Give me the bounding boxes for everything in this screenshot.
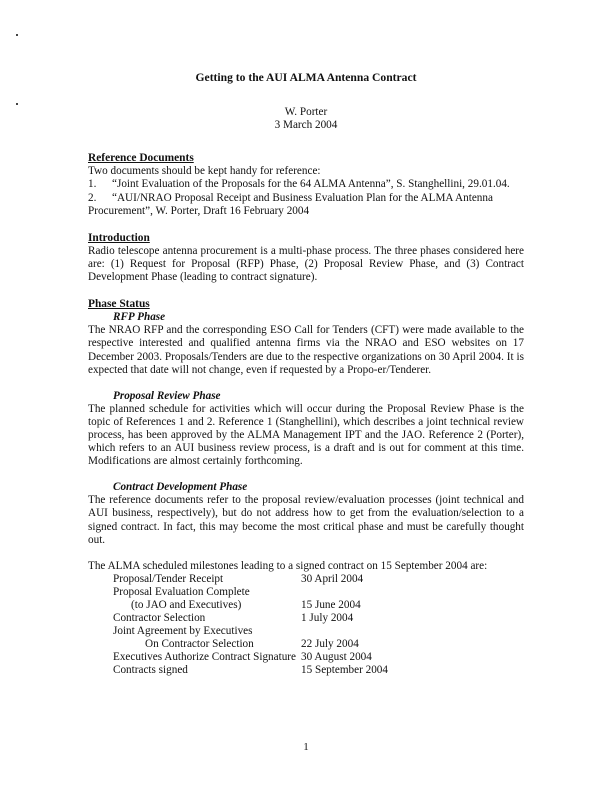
document-page xyxy=(88,66,524,678)
proposal-review-heading: Proposal Review Phase xyxy=(113,389,221,402)
phase-status-section xyxy=(88,298,524,547)
milestone-row xyxy=(88,612,524,625)
milestone-row xyxy=(88,638,524,651)
milestone-row xyxy=(88,573,524,586)
milestone-row xyxy=(88,625,524,638)
milestones-section xyxy=(88,560,524,678)
reference-item xyxy=(88,192,524,218)
milestone-date: 30 August 2004 xyxy=(301,651,372,664)
rfp-phase-heading: RFP Phase xyxy=(113,311,166,324)
milestone-row xyxy=(88,651,524,664)
milestone-label: (to JAO and Executives) xyxy=(131,599,242,611)
milestone-date: 1 July 2004 xyxy=(301,612,354,625)
milestones-intro: The ALMA scheduled milestones leading to a signed contract on 15 September 2004 are: xyxy=(88,559,488,572)
milestone-date: 15 September 2004 xyxy=(301,664,388,677)
introduction-text: Radio telescope antenna procurement is a multi-phase process. The three phases considered here are: (1) Request for Proposal (RFP) Phase, (2) Proposal Review Phase, and (3) Contract Development Phase (leading to contract signature). xyxy=(88,244,524,284)
reference-number: 2. xyxy=(88,191,97,204)
contract-development-heading: Contract Development Phase xyxy=(113,481,248,494)
document-title: Getting to the AUI ALMA Antenna Contract xyxy=(195,71,417,84)
milestone-label: On Contractor Selection xyxy=(145,638,254,651)
rfp-phase-text: The NRAO RFP and the corresponding ESO Call for Tenders (CFT) were made available to the respective interested and qualified antenna firms via the NRAO and ESO websites on 17 December 2003. Proposals/Tenders are due to the respective organizations on 30 April 2004. It is expected that date will not change, even if requested by a Propo-er/Tenderer. xyxy=(88,324,524,376)
milestone-row xyxy=(88,599,524,612)
milestone-date: 30 April 2004 xyxy=(301,572,364,585)
author: W. Porter xyxy=(284,106,328,119)
phase-status-heading: Phase Status xyxy=(88,298,150,311)
page-number: 1 xyxy=(303,741,309,753)
reference-intro: Two documents should be kept handy for reference: xyxy=(88,165,321,178)
milestone-row xyxy=(88,586,524,599)
document-date: 3 March 2004 xyxy=(274,119,338,132)
milestone-label: Contracts signed xyxy=(113,664,188,677)
milestone-label: Contractor Selection xyxy=(113,612,206,625)
reference-documents-heading: Reference Documents xyxy=(88,152,194,165)
reference-text: “AUI/NRAO Proposal Receipt and Business Evaluation Plan for the ALMA Antenna Procurement”, W. Porter, Draft 16 February 2004 xyxy=(88,191,493,217)
milestone-date: 22 July 2004 xyxy=(301,638,359,651)
milestone-label: Proposal Evaluation Complete xyxy=(113,585,250,598)
contract-development-subsection xyxy=(88,481,524,546)
proposal-review-subsection xyxy=(88,390,524,469)
milestone-label: Proposal/Tender Receipt xyxy=(113,572,224,585)
proposal-review-text: The planned schedule for activities which will occur during the Proposal Review Phase is the topic of References 1 and 2. Reference 1 (Stanghellini), which describes a joint technical review process, has been approved by the ALMA Management IPT and the JAO. Reference 2 (Porter), which refers to an AUI business review process, is a draft and is out for comment at this time. Modifications are almost certainly forthcoming. xyxy=(88,402,524,468)
reference-number: 1. xyxy=(88,178,97,191)
reference-text: “Joint Evaluation of the Proposals for the 64 ALMA Antenna”, S. Stanghellini, 29.01.04. xyxy=(112,178,510,191)
scan-mark xyxy=(16,34,18,36)
milestone-date: 15 June 2004 xyxy=(301,599,361,611)
reference-documents-section xyxy=(88,152,524,217)
milestone-row xyxy=(88,664,524,677)
milestone-label: Executives Authorize Contract Signature xyxy=(113,651,296,664)
introduction-section xyxy=(88,232,524,284)
introduction-heading: Introduction xyxy=(88,231,150,244)
scan-mark xyxy=(16,103,18,105)
milestone-label: Joint Agreement by Executives xyxy=(113,625,253,638)
reference-item xyxy=(88,178,524,191)
contract-development-text: The reference documents refer to the proposal review/evaluation processes (joint technical and AUI business, respectively), but do not address how to get from the evaluation/selection to a signed contract. In fact, this may become the most critical phase and must be carefully thought out. xyxy=(88,494,524,546)
milestones-list xyxy=(88,573,524,678)
